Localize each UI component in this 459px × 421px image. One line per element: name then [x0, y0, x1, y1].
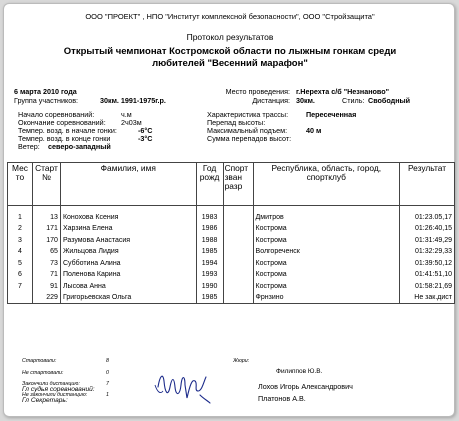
secretary-value: Платонов А.В.	[258, 394, 306, 403]
results-table	[7, 162, 455, 304]
cell-result: 01:58:21,69	[400, 281, 455, 293]
group-value: 30км. 1991-1975г.р.	[100, 96, 166, 105]
style-value: Свободный	[368, 96, 411, 105]
event-title-line1: Открытый чемпионат Костромской области по лыжным гонкам среди	[63, 46, 397, 57]
cell-place	[8, 292, 33, 304]
started-label: Стартовали:	[22, 358, 57, 364]
cell-rank	[223, 292, 253, 304]
cell-rank	[223, 269, 253, 281]
table-row	[8, 235, 455, 247]
cell-region: Дмитров	[253, 212, 399, 224]
end-value: 2ч03м	[121, 118, 142, 127]
wind-value: северо-западный	[48, 142, 111, 151]
max-climb-value: 40 м	[306, 126, 322, 135]
secretary-label: Гл Секретарь:	[22, 397, 68, 404]
event-title-line2: любителей "Весенний марафон"	[152, 57, 308, 69]
cell-place: 7	[8, 281, 33, 293]
finished-label: Закончили дистанцию:	[22, 381, 80, 387]
max-climb-label: Максимальный подъем:	[207, 126, 288, 135]
start-value: ч.м	[121, 110, 132, 119]
cell-year: 1990	[196, 281, 223, 293]
wind-label: Ветер:	[18, 142, 40, 151]
height-diff-label: Перепад высоты:	[207, 118, 266, 127]
cell-name: Поленова Карина	[60, 269, 196, 281]
cell-year: 1986	[196, 223, 223, 235]
cell-rank	[223, 212, 253, 224]
cell-year: 1985	[196, 292, 223, 304]
temp-end-value: -3°С	[138, 134, 153, 143]
cell-place: 4	[8, 246, 33, 258]
cell-name: Разумова Анастасия	[60, 235, 196, 247]
group-label: Группа участников:	[14, 96, 79, 105]
cell-result: Не зак.дист	[400, 292, 455, 304]
event-title	[4, 46, 456, 70]
cell-place: 6	[8, 269, 33, 281]
col-header-rank: Спорт зван разр	[223, 163, 253, 206]
cell-name: Жильцова Лидия	[60, 246, 196, 258]
cell-name: Субботина Алина	[60, 258, 196, 270]
cell-name: Лысова Анна	[60, 281, 196, 293]
place-value: г.Нерехта с/б "Незнаново"	[296, 87, 390, 96]
col-header-place: Мес то	[8, 163, 33, 206]
cell-region: Кострома	[253, 258, 399, 270]
table-row	[8, 258, 455, 270]
col-header-region: Республика, область, город, спортклуб	[253, 163, 399, 206]
judge-label: Гл судья соревнований:	[22, 386, 95, 393]
cell-region: Кострома	[253, 223, 399, 235]
jury-label: Жюри:	[233, 358, 250, 364]
temp-start-label: Темпер. возд. в начале гонки:	[18, 126, 117, 135]
table-row	[8, 246, 455, 258]
cell-result: 01:26:40,15	[400, 223, 455, 235]
table-row	[8, 212, 455, 224]
cell-result: 01:32:29,33	[400, 246, 455, 258]
track-label: Характеристика трассы:	[207, 110, 289, 119]
judge-signature	[154, 365, 214, 405]
cell-start: 13	[32, 212, 60, 224]
distance-value: 30км.	[296, 96, 315, 105]
style-label: Стиль:	[342, 96, 365, 105]
table-row	[8, 223, 455, 235]
cell-region: Волгореченск	[253, 246, 399, 258]
cell-result: 01:31:49,29	[400, 235, 455, 247]
protocol-title: Протокол результатов	[186, 32, 274, 42]
end-label: Окончание соревнований:	[18, 118, 106, 127]
temp-start-value: -6°С	[138, 126, 153, 135]
track-value: Пересеченная	[306, 110, 357, 119]
cell-start: 91	[32, 281, 60, 293]
cell-place: 2	[8, 223, 33, 235]
temp-end-label: Темпер. возд. в конце гонки	[18, 134, 111, 143]
cell-start: 170	[32, 235, 60, 247]
cell-result: 01:23.05,17	[400, 212, 455, 224]
cell-rank	[223, 281, 253, 293]
protocol-sheet	[3, 3, 455, 417]
cell-place: 3	[8, 235, 33, 247]
cell-region: Кострома	[253, 235, 399, 247]
cell-rank	[223, 223, 253, 235]
cell-result: 01:39:50,12	[400, 258, 455, 270]
table-header-row	[8, 163, 455, 206]
cell-year: 1993	[196, 269, 223, 281]
cell-start: 229	[32, 292, 60, 304]
cell-start: 73	[32, 258, 60, 270]
not-started-value: 0	[106, 370, 109, 376]
not-finished-value: 1	[106, 392, 109, 398]
cell-rank	[223, 258, 253, 270]
cell-name: Конохова Ксения	[60, 212, 196, 224]
cell-year: 1985	[196, 246, 223, 258]
cell-rank	[223, 235, 253, 247]
col-header-start: Старт №	[32, 163, 60, 206]
col-header-result: Результат	[400, 163, 455, 206]
organizers-line: ООО "ПРОЕКТ" , НПО "Институт комплексной безопасности", ООО "Стройзащита"	[85, 12, 375, 21]
cell-start: 171	[32, 223, 60, 235]
col-header-year: Год рожд	[196, 163, 223, 206]
cell-year: 1983	[196, 212, 223, 224]
place-label: Место проведения:	[225, 87, 290, 96]
event-date: 6 марта 2010 года	[14, 87, 77, 96]
col-header-name: Фамилия, имя	[60, 163, 196, 206]
started-value: 8	[106, 358, 109, 364]
judge-value: Лохов Игорь Александрович	[258, 382, 353, 391]
table-row	[8, 292, 455, 304]
cell-place: 5	[8, 258, 33, 270]
not-started-label: Не стартовали:	[22, 370, 64, 376]
cell-region: Кострома	[253, 281, 399, 293]
cell-rank	[223, 246, 253, 258]
not-finished-label: Не закончили дистанцию:	[22, 392, 88, 398]
cell-start: 71	[32, 269, 60, 281]
cell-year: 1988	[196, 235, 223, 247]
cell-region: Фрнзино	[253, 292, 399, 304]
finished-value: 7	[106, 381, 109, 387]
distance-label: Дистанция:	[252, 96, 290, 105]
start-label: Начало соревнований:	[18, 110, 95, 119]
cell-year: 1994	[196, 258, 223, 270]
cell-result: 01:41:51,10	[400, 269, 455, 281]
cell-region: Кострома	[253, 269, 399, 281]
cell-name: Григорьевская Ольга	[60, 292, 196, 304]
cell-name: Харзина Елена	[60, 223, 196, 235]
jury-value: Филиппов Ю.В.	[276, 368, 323, 375]
cell-start: 65	[32, 246, 60, 258]
table-row	[8, 269, 455, 281]
table-row	[8, 281, 455, 293]
sum-diff-label: Сумма перепадов высот:	[207, 134, 292, 143]
cell-place: 1	[8, 212, 33, 224]
